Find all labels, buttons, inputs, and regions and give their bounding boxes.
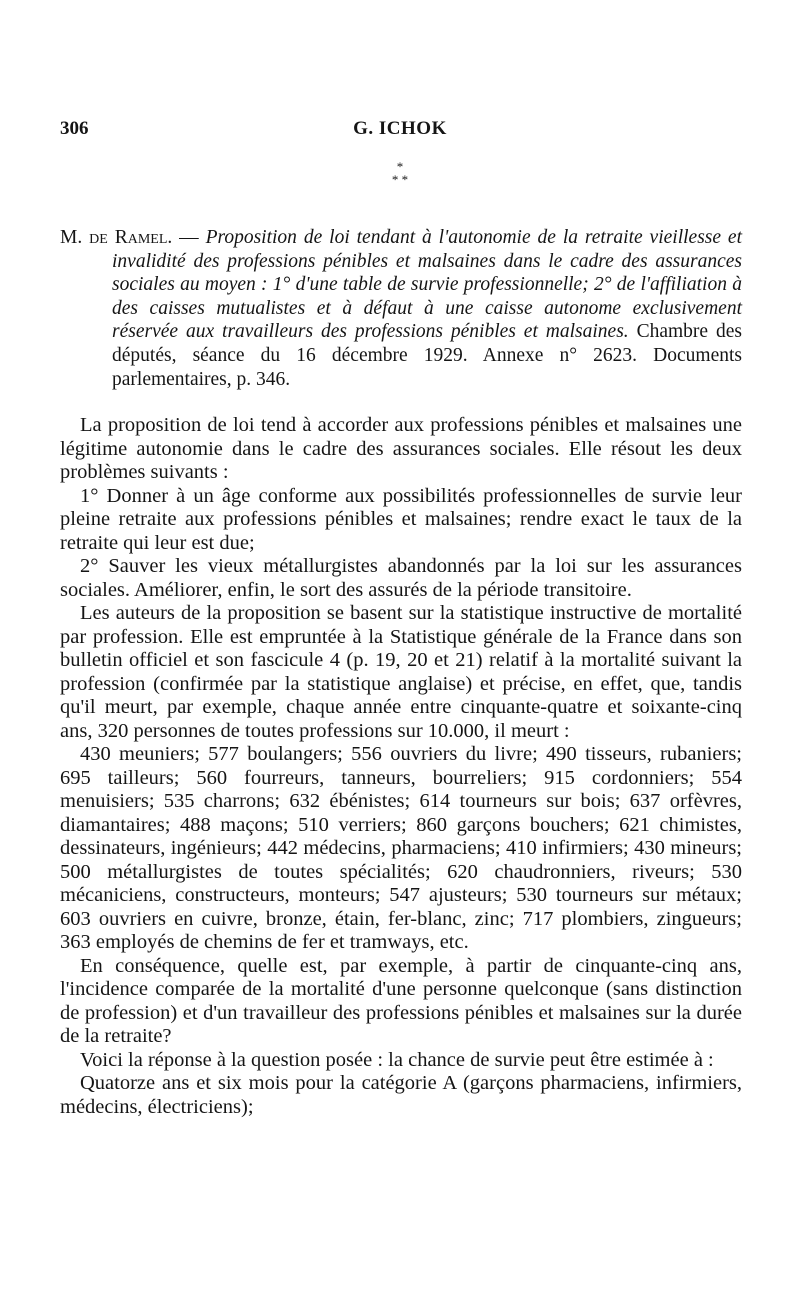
bibliographic-citation xyxy=(60,226,742,391)
paragraph: La proposition de loi tend à accorder aux professions pénibles et malsaines une légitime autonomie dans le cadre des assurances sociales. Elle résout les deux problèmes suivants : xyxy=(60,414,742,483)
paragraph: En conséquence, quelle est, par exemple, à partir de cinquante-cinq ans, l'incidence comparée de la mortalité d'une personne quelconque (sans distinction de profession) et d'un travailleur des professions pénibles et malsaines sur la durée de la retraite? xyxy=(60,954,742,1047)
page-number: 306 xyxy=(60,118,89,139)
citation-title: Proposition de loi tendant à l'autonomie de la retraite vieillesse et invalidité des professions pénibles et malsaines dans le cadre des assurances sociales au moyen : 1° d'une table de survie professionnelle; 2° de l'affiliation à des caisses mutualistes et à défaut à une caisse autonome exclusivement réservée aux travailleurs des professions pénibles et malsaines. xyxy=(112,227,743,343)
paragraph: 2° Sauver les vieux métallurgistes abandonnés par la loi sur les assurances sociales. Améliorer, enfin, le sort des assurés de la période transitoire. xyxy=(60,555,742,601)
page-header xyxy=(60,118,740,148)
paragraph: Quatorze ans et six mois pour la catégorie A (garçons pharmaciens, infirmiers, médecins, électriciens); xyxy=(60,1072,742,1118)
citation-dash: — xyxy=(172,227,206,248)
asterism-separator xyxy=(0,160,800,186)
running-head: G. ICHOK xyxy=(353,118,447,139)
asterism-top: * xyxy=(396,159,404,174)
citation-author-name: Ramel. xyxy=(114,227,173,248)
paragraph: Les auteurs de la proposition se basent sur la statistique instructive de mortalité par profession. Elle est empruntée à la Statistique générale de la France dans son bulletin officiel et son fascicule 4 (p. 19, 20 et 21) relatif à la mortalité suivant la profession (confirmée par la statistique anglaise) et précise, en effet, que, tandis qu'il meurt, par exemple, chaque année entre cinquante-quatre et soixante-cinq ans, 320 personnes de toutes professions sur 10.000, il meurt : xyxy=(60,602,742,742)
citation-author xyxy=(60,227,172,248)
paragraph: 430 meuniers; 577 boulangers; 556 ouvriers du livre; 490 tisseurs, rubaniers; 695 tailleurs; 560 fourreurs, tanneurs, bourreliers; 915 cordonniers; 554 menuisiers; 535 charrons; 632 ébénistes; 614 tourneurs sur bois; 637 orfèvres, diamantaires; 488 maçons; 510 verriers; 860 garçons bouchers; 621 chimistes, dessinateurs, ingénieurs; 442 médecins, pharmaciens; 410 infirmiers; 430 mineurs; 500 métallurgistes de toutes spécialités; 620 chaudronniers, riveurs; 530 mécaniciens, constructeurs, monteurs; 547 ajusteurs; 530 tourneurs sur métaux; 603 ouvriers en cuivre, bronze, étain, fer-blanc, zinc; 717 plombiers, zingueurs; 363 employés de chemins de fer et tramways, etc. xyxy=(60,743,742,953)
citation-author-prefix: M. xyxy=(60,227,90,248)
asterism-bottom: * * xyxy=(391,172,409,187)
paragraph: Voici la réponse à la question posée : la chance de survie peut être estimée à : xyxy=(80,1048,714,1071)
citation-author-de: de xyxy=(89,227,108,248)
paragraph: 1° Donner à un âge conforme aux possibilités professionnelles de survie leur pleine retraite aux professions pénibles et malsaines; rendre exact le taux de la retraite qui leur est due; xyxy=(60,484,742,554)
body-text xyxy=(60,414,742,1119)
citation-source: Chambre des députés, séance du 16 décembre 1929. Annexe n° 2623. Documents parlementaires, p. 346. xyxy=(112,321,742,390)
